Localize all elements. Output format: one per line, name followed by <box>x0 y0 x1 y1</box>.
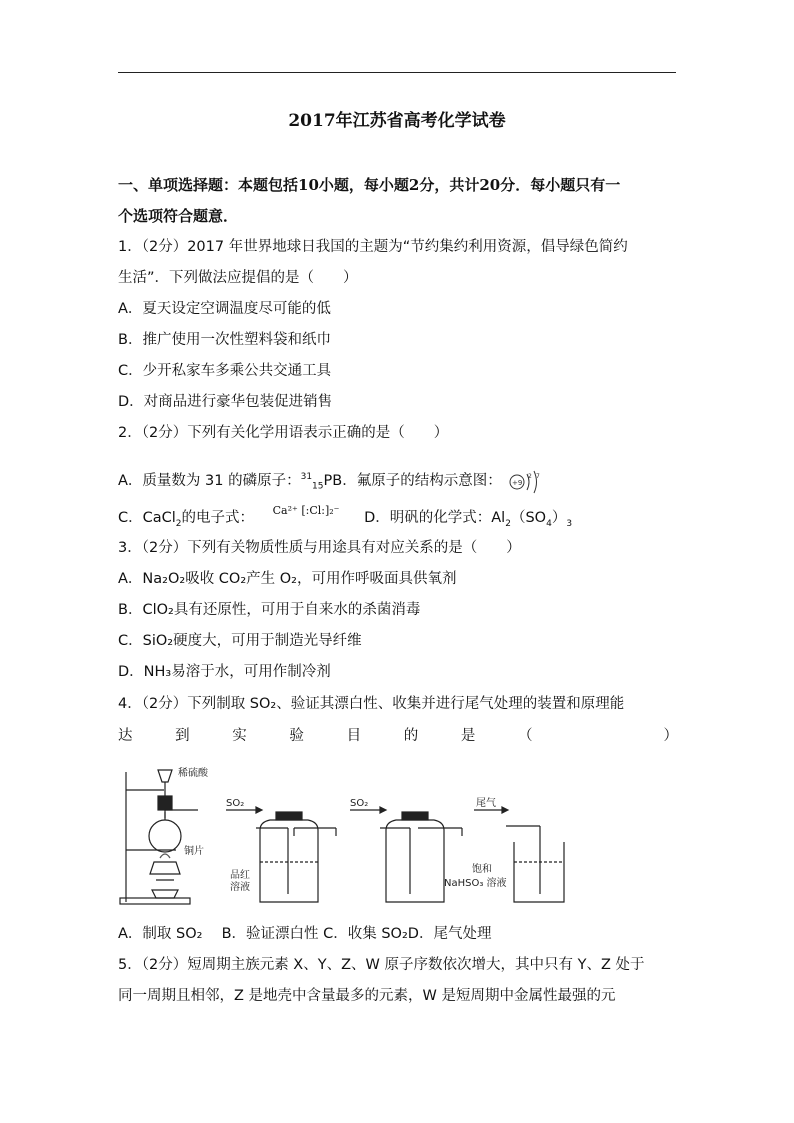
label-copper-sheet: 铜片 <box>184 846 204 857</box>
q2-option-d-text: D．明矾的化学式：Al <box>364 510 506 526</box>
apparatus-a-generator <box>120 770 198 904</box>
label-so2-b: SO₂ <box>226 798 245 809</box>
q3-option-d: D．NH₃易溶于水，可用作制冷剂 <box>118 664 331 680</box>
label-so2-c: SO₂ <box>350 798 369 809</box>
header-rule <box>118 72 676 73</box>
label-nahso3-solution: NaHSO₃ 溶液 <box>444 878 507 889</box>
q3-option-b: B．ClO₂具有还原性，可用于自来水的杀菌消毒 <box>118 602 421 618</box>
cacl2-electron-formula: Ca²⁺ [:Cl:]₂⁻ <box>272 504 340 517</box>
q2-option-a-text: A．质量数为 31 的磷原子： <box>118 472 301 489</box>
section-heading-line1: 一、单项选择题：本题包括10小题，每小题2分，共计20分．每小题只有一 <box>118 176 621 194</box>
q2-option-ab <box>118 467 546 497</box>
q3-option-c: C．SiO₂硬度大，可用于制造光导纤维 <box>118 633 362 649</box>
fluorine-atom-structure-diagram <box>508 468 546 494</box>
q5-stem-line2: 同一周期且相邻，Z 是地壳中含量最多的元素，W 是短周期中金属性最强的元 <box>118 988 616 1004</box>
q4-stem-line1: 4．（2分）下列制取 SO₂、验证其漂白性、收集并进行尾气处理的装置和原理能 <box>118 696 625 712</box>
phosphorus-mass-number: 31 <box>300 472 313 482</box>
q5-stem-line1: 5．（2分）短周期主族元素 X、Y、Z、W 原子序数依次增大，其中只有 Y、Z 处于 <box>118 957 645 973</box>
q4-stem-line2: 达 到 实 验 目 的 是 （ ） <box>118 728 678 744</box>
svg-text:+9: +9 <box>512 478 523 487</box>
svg-text:7: 7 <box>536 472 541 480</box>
label-pinhong-2: 溶液 <box>230 882 250 893</box>
q2-option-b-text: B．氟原子的结构示意图： <box>332 472 502 489</box>
q3-stem: 3．（2分）下列有关物质性质与用途具有对应关系的是（ ） <box>118 540 521 556</box>
q3-option-a: A．Na₂O₂吸收 CO₂产生 O₂，可用作呼吸面具供氧剂 <box>118 571 457 587</box>
q1-option-b: B．推广使用一次性塑料袋和纸巾 <box>118 332 331 348</box>
svg-text:2: 2 <box>528 472 533 480</box>
label-dilute-sulfuric-acid: 稀硫酸 <box>178 768 208 779</box>
q2-stem: 2．（2分）下列有关化学用语表示正确的是（ ） <box>118 425 449 441</box>
q1-option-c: C．少开私家车多乘公共交通工具 <box>118 363 332 379</box>
q4-apparatus-figure <box>118 762 588 912</box>
phosphorus-atomic-number: 15 <box>312 481 324 492</box>
label-saturated: 饱和 <box>472 864 492 875</box>
q4-options: A．制取 SO₂ B．验证漂白性 C．收集 SO₂D．尾气处理 <box>118 926 492 942</box>
phosphorus-symbol: P <box>323 472 333 489</box>
q1-stem-line1: 1．（2分）2017 年世界地球日我国的主题为“节约集约利用资源，倡导绿色简约 <box>118 239 628 255</box>
q2-option-c-text: C．CaCl <box>118 510 176 526</box>
q1-option-d: D．对商品进行豪华包装促进销售 <box>118 394 333 410</box>
label-tail-gas: 尾气 <box>476 798 496 809</box>
page-title: 2017年江苏省高考化学试卷 <box>288 111 506 131</box>
label-pinhong-1: 品红 <box>230 870 250 881</box>
section-heading-line2: 个选项符合题意． <box>118 207 239 225</box>
q1-stem-line2: 生活”．下列做法应提倡的是（ ） <box>118 270 358 286</box>
q2-option-cd: C．CaCl$_2$的电子式： Ca²⁺ [:Cl:]₂⁻ D．明矾的化学式：$Al_2(SO_4)_3$ <box>118 508 572 534</box>
q1-option-a: A．夏天设定空调温度尽可能的低 <box>118 301 331 317</box>
